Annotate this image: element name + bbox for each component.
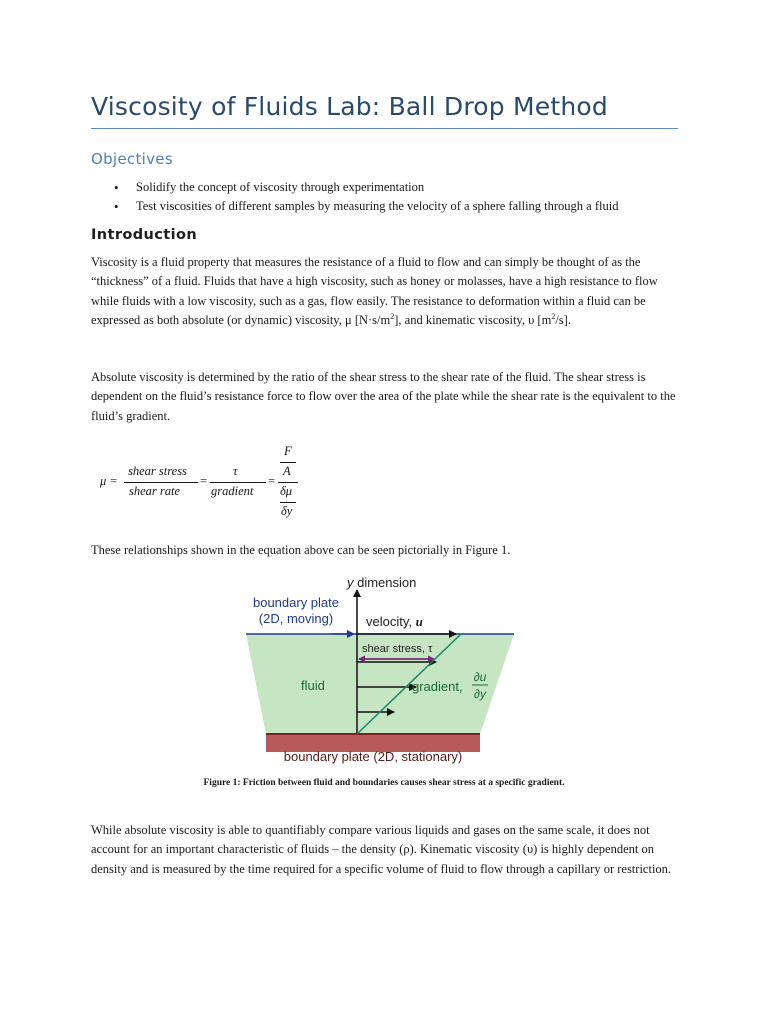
p1-text: Viscosity is a fluid property that measures the resistance of a fluid to flow and can simply be thought of as the “thickness” of a fluid. Fluids that have a high viscosity, such as honey or molasses, have a high resistance to flow while fluids with a low viscosity, such as a gas, flow easily. The resistance to deformation within a fluid can be expressed as both absolute (or dynamic) viscosity, μ [N·s/m (91, 255, 658, 327)
y-axis-text: dimension (353, 575, 417, 590)
figure-caption: Figure 1: Friction between fluid and boundaries causes shear stress at a specific gradient. (203, 778, 565, 788)
intro-paragraph-2: Absolute viscosity is determined by the ratio of the shear stress to the shear rate of the fluid. The shear stress is dependent on the fluid’s resistance force to flow over the area of the plate while the shear rate is the equivalent to the fluid’s gradient. (91, 370, 676, 423)
eq-delta-y: δy (281, 504, 293, 518)
gradient-label: gradient, (412, 679, 463, 694)
eq-equals: = (200, 474, 208, 488)
eq-delta-mu: δμ (280, 484, 293, 498)
fraction-bar (210, 482, 266, 483)
y-variable: y (347, 575, 354, 590)
eq-area: A (283, 464, 291, 478)
objectives-list (112, 178, 618, 216)
eq-mu: μ (100, 474, 107, 488)
intro-paragraph-1 (91, 253, 679, 330)
superscript: 2 (390, 311, 395, 321)
shear-stress-figure (246, 570, 526, 770)
velocity-variable: u (415, 614, 423, 629)
fraction-bar (124, 482, 198, 483)
eq-numerator-tau: τ (233, 464, 238, 478)
fluid-label: fluid (301, 678, 325, 693)
shear-stress-label: shear stress, τ (362, 643, 433, 655)
objectives-heading: Objectives (91, 150, 173, 168)
title-underline (91, 128, 678, 129)
eq-denominator-shear-rate: shear rate (129, 484, 181, 498)
top-plate-label-line1: boundary plate (252, 595, 340, 610)
p1-text-mid: ], and kinematic viscosity, υ [m (394, 312, 552, 327)
intro-paragraph-4: While absolute viscosity is able to quantifiably compare various liquids and gases on the same scale, it does not account for an important characteristic of fluids – the density (ρ). Kinematic viscosity (υ) is highly dependent on density and is measured by the time required for a specific volume of fluid to flow through a capillary or restriction. (91, 823, 672, 876)
fraction-bar (278, 482, 298, 483)
eq-equals: = (268, 474, 276, 488)
superscript: 2 (551, 311, 556, 321)
p1-text-end: /s]. (555, 312, 571, 327)
bottom-plate-label: boundary plate (2D, stationary) (283, 749, 463, 764)
eq-force: F (284, 444, 292, 458)
intro-paragraph-3: These relationships shown in the equation above can be seen pictorially in Figure 1. (91, 543, 511, 557)
page-title: Viscosity of Fluids Lab: Ball Drop Method (91, 92, 608, 121)
velocity-label (366, 614, 423, 629)
top-plate-label-line2: (2D, moving) (258, 611, 334, 626)
gradient-numerator: ∂u (473, 670, 487, 684)
y-axis-label (346, 575, 416, 590)
gradient-denominator: ∂y (474, 687, 486, 701)
eq-equals: = (110, 474, 118, 488)
eq-denominator-gradient: gradient (211, 484, 254, 498)
objective-item: • Test viscosities of different samples by measuring the velocity of a sphere falling through a fluid (112, 197, 618, 216)
eq-numerator-shear-stress: shear stress (128, 464, 187, 478)
fraction-bar (280, 462, 296, 463)
introduction-heading: Introduction (91, 227, 198, 243)
objective-item: • Solidify the concept of viscosity through experimentation (112, 178, 618, 197)
fraction-bar (280, 502, 296, 503)
velocity-text: velocity, (366, 614, 416, 629)
